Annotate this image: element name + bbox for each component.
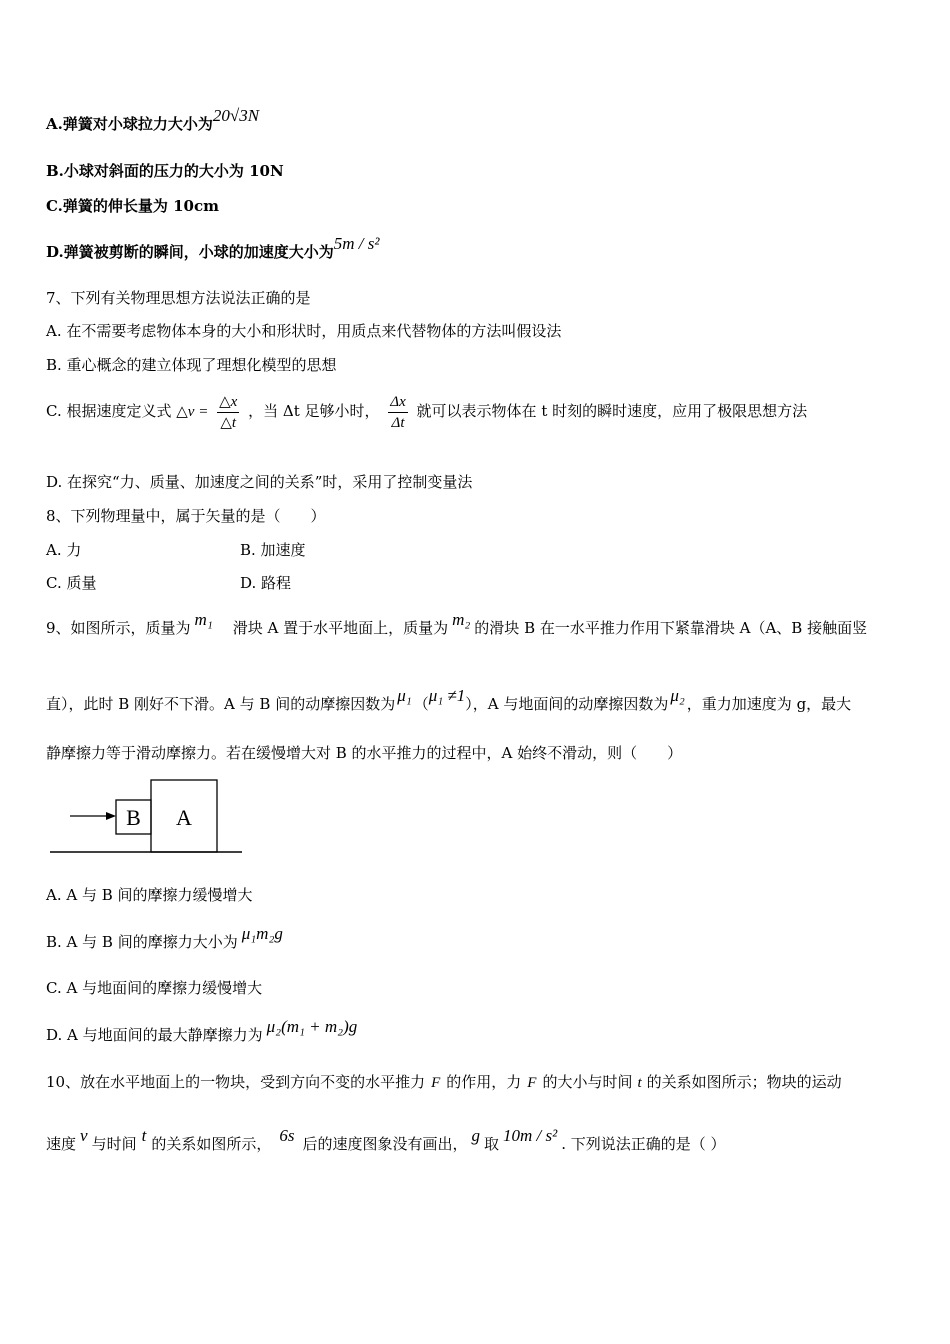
q10-line-2-e: 取 xyxy=(483,1135,499,1153)
q10-t1: t xyxy=(637,1075,642,1091)
q7-c-fraction-2-num: Δx xyxy=(388,392,407,413)
q9-paren: （ xyxy=(413,695,429,713)
q10-line-2 xyxy=(46,1126,726,1154)
q10-acceleration: 10m / s² xyxy=(502,1126,558,1145)
q7-option-c-suffix: 就可以表示物体在 t 时刻的瞬时速度，应用了极限思想方法 xyxy=(416,402,808,420)
q7-option-c xyxy=(46,390,807,433)
q9-block-diagram xyxy=(46,776,246,858)
q10-g: g xyxy=(471,1126,480,1145)
q8-option-d: D. 路程 xyxy=(240,574,292,592)
q9-line-1-a: 9、如图所示，质量为 xyxy=(46,619,191,637)
q9-line-3: 静摩擦力等于滑动摩擦力。若在缓慢增大对 B 的水平推力的过程中，A 始终不滑动，则（ ） xyxy=(46,744,683,762)
q10-line-2-c: 的关系如图所示， xyxy=(151,1135,272,1153)
q6-option-d-text: D.弹簧被剪断的瞬间，小球的加速度大小为 xyxy=(46,243,334,261)
q7-option-c-mid: ，当 Δt 足够小时， xyxy=(248,402,380,420)
q6-option-b: B.小球对斜面的压力的大小为 10N xyxy=(46,162,284,180)
q9-option-d-text: D. A 与地面间的最大静摩擦力为 xyxy=(46,1026,263,1044)
q10-line-1-a: 10、放在水平地面上的一物块，受到方向不变的水平推力 xyxy=(46,1073,426,1091)
q10-line-1-b: 的作用，力 xyxy=(446,1073,522,1091)
q6-option-d-math: 5m / s² xyxy=(333,234,380,253)
q10-line-1 xyxy=(46,1072,842,1093)
q9-line-2 xyxy=(46,686,852,714)
q6-option-a-text: A.弹簧对小球拉力大小为 xyxy=(46,115,213,133)
q8-option-c: C. 质量 xyxy=(46,574,97,592)
block-b-label: B xyxy=(126,805,141,830)
q10-line-2-f: . 下列说法正确的是（ ） xyxy=(561,1135,726,1153)
q7-c-fraction-1-num: △x xyxy=(217,392,239,413)
q10-t2: t xyxy=(141,1126,147,1145)
q7-option-c-prefix: C. 根据速度定义式 xyxy=(46,402,172,420)
q9-option-b-text: B. A 与 B 间的摩擦力大小为 xyxy=(46,933,238,951)
q9-option-d xyxy=(46,1017,358,1045)
q9-option-c: C. A 与地面间的摩擦力缓慢增大 xyxy=(46,979,263,997)
q9-line-2-b: ），A 与地面间的动摩擦因数为 xyxy=(465,695,669,713)
q7-c-fraction-2-den: Δt xyxy=(391,414,405,431)
q9-line-1-b: 滑块 A 置于水平地面上，质量为 xyxy=(232,619,449,637)
q10-v: v xyxy=(80,1126,88,1145)
q10-6s: 6s xyxy=(279,1126,295,1145)
q10-line-1-c: 的大小与时间 xyxy=(542,1073,633,1091)
q8-option-b: B. 加速度 xyxy=(240,541,306,559)
q7-stem: 7、下列有关物理思想方法说法正确的是 xyxy=(46,289,311,307)
q10-f2: F xyxy=(527,1075,537,1091)
q7-c-fraction-1-den: △t xyxy=(220,414,237,431)
q10-line-1-d: 的关系如图所示；物块的运动 xyxy=(646,1073,842,1091)
q8-option-a: A. 力 xyxy=(46,541,82,559)
q9-mu1: μ₁ xyxy=(397,686,412,705)
q7-option-a: A. 在不需要考虑物体本身的大小和形状时，用质点来代替物体的方法叫假设法 xyxy=(46,322,562,340)
q9-line-1 xyxy=(46,610,868,638)
q6-option-c: C.弹簧的伸长量为 10cm xyxy=(46,197,219,215)
q7-c-velocity: △v = xyxy=(176,404,209,420)
q9-line-2-c: ，重力加速度为 g，最大 xyxy=(686,695,852,713)
q9-option-d-math: μ₂(m₁ + m₂)g xyxy=(266,1017,358,1036)
q10-line-2-b: 与时间 xyxy=(91,1135,137,1153)
q10-line-2-a: 速度 xyxy=(46,1135,77,1153)
q9-option-a: A. A 与 B 间的摩擦力缓慢增大 xyxy=(46,886,253,904)
q7-option-b: B. 重心概念的建立体现了理想化模型的思想 xyxy=(46,356,337,374)
q9-line-2-a: 直），此时 B 刚好不下滑。A 与 B 间的动摩擦因数为 xyxy=(46,695,396,713)
q9-mu1-condition: μ₁ ≠1 xyxy=(428,686,466,705)
q9-m1: m₁ xyxy=(194,610,213,629)
q7-c-fraction-2 xyxy=(388,392,407,433)
q10-f1: F xyxy=(431,1075,441,1091)
q9-mu2: μ₂ xyxy=(670,686,685,705)
q9-option-b xyxy=(46,924,283,952)
q9-option-b-math: μ₁m₂g xyxy=(241,924,283,943)
q6-option-a xyxy=(46,106,260,134)
q7-option-d: D. 在探究“力、质量、加速度之间的关系”时，采用了控制变量法 xyxy=(46,473,473,491)
block-a-label: A xyxy=(176,805,192,830)
q8-stem: 8、下列物理量中，属于矢量的是（ ） xyxy=(46,507,326,525)
q7-c-fraction-1 xyxy=(217,392,239,433)
q6-option-d xyxy=(46,234,380,262)
q10-line-2-d: 后的速度图象没有画出， xyxy=(302,1135,468,1153)
q9-line-1-c: 的滑块 B 在一水平推力作用下紧靠滑块 A（A、B 接触面竖 xyxy=(474,619,868,637)
q6-option-a-math: 20√3N xyxy=(212,106,260,125)
q9-m2: m₂ xyxy=(452,610,471,629)
push-force-arrowhead xyxy=(106,812,116,820)
